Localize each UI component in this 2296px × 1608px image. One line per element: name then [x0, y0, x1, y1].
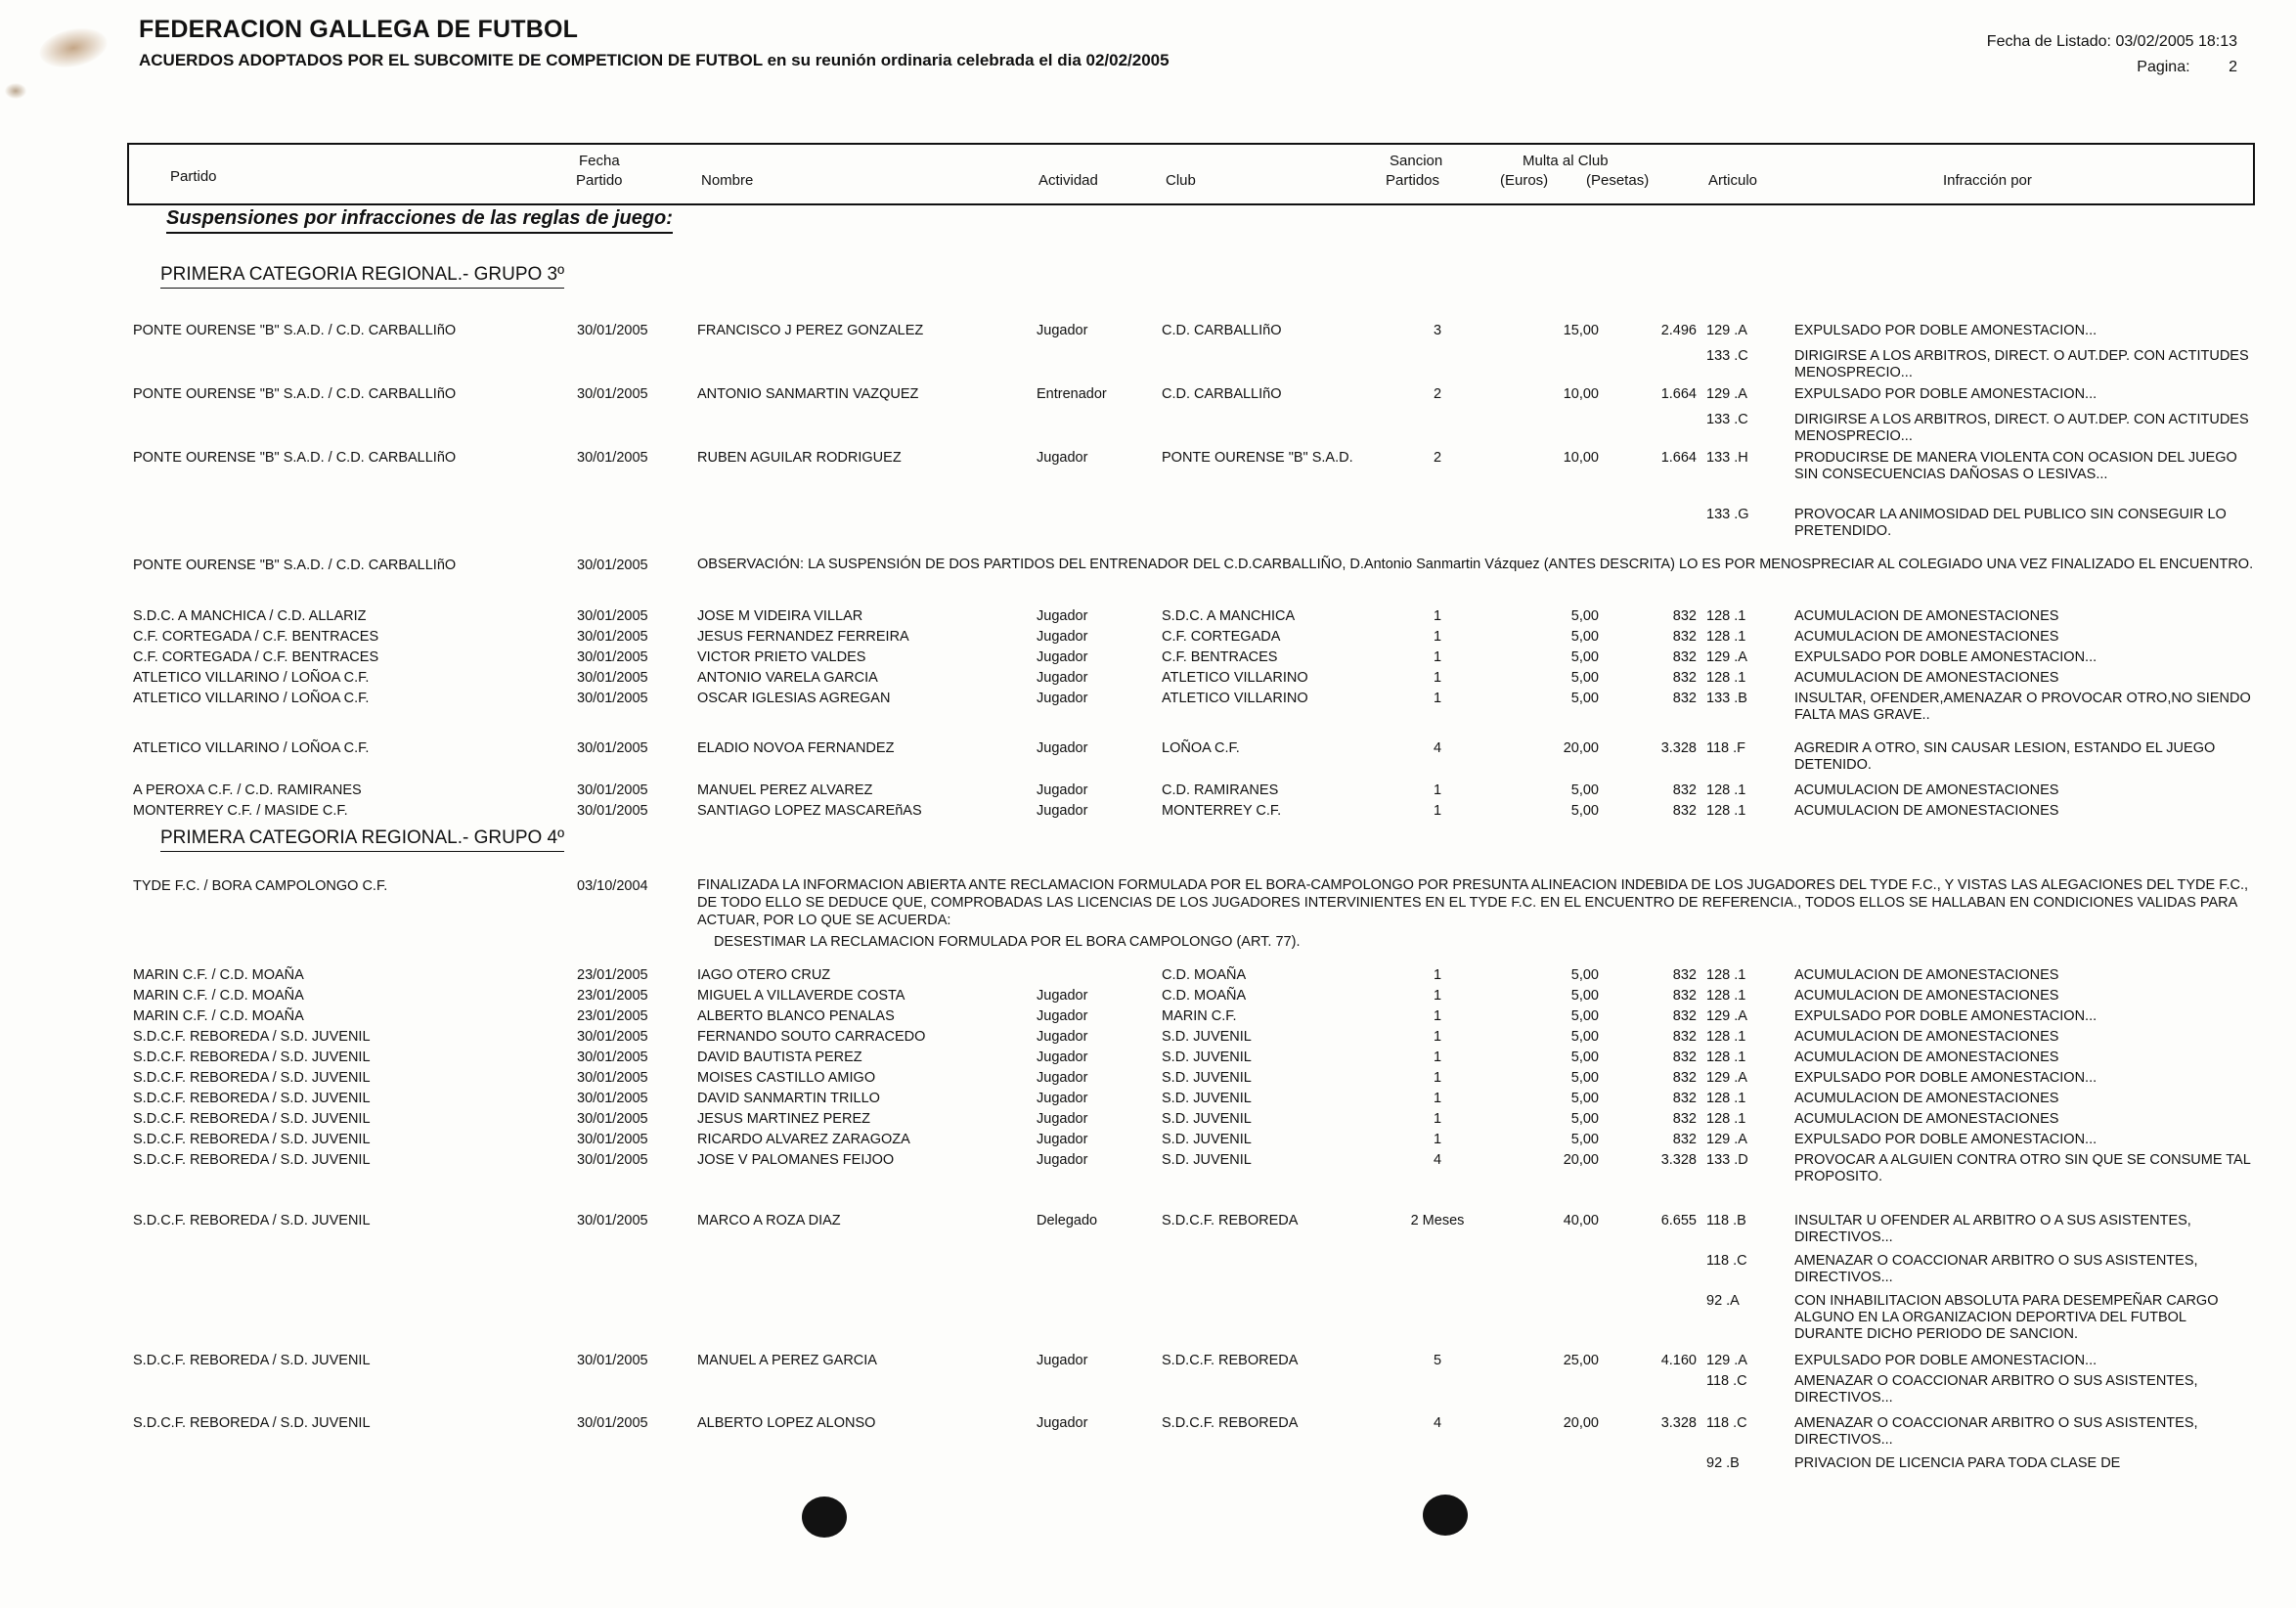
cell-articulo: 129 .A	[1706, 1008, 1747, 1024]
cell-club: MARIN C.F.	[1162, 1008, 1237, 1024]
cell-articulo: 128 .1	[1706, 629, 1746, 645]
cell-euros: 5,00	[1570, 649, 1599, 665]
col-header-sancion-2: Partidos	[1386, 172, 1440, 189]
scan-smudge-icon	[36, 22, 110, 73]
cell-fecha: 23/01/2005	[577, 967, 648, 983]
cell-partido: MARIN C.F. / C.D. MOAÑA	[133, 988, 304, 1004]
cell-nombre: OSCAR IGLESIAS AGREGAN	[697, 691, 891, 706]
cell-pesetas: 832	[1672, 1050, 1697, 1065]
cell-infraccion: ACUMULACION DE AMONESTACIONES	[1794, 629, 2059, 645]
cell-actividad: Jugador	[1037, 1091, 1088, 1106]
cell-pesetas: 3.328	[1660, 1152, 1697, 1168]
col-header-euros: (Euros)	[1500, 172, 1549, 189]
cell-fecha: 30/01/2005	[577, 782, 648, 798]
cell-euros: 5,00	[1570, 1132, 1599, 1147]
cell-nombre: DAVID SANMARTIN TRILLO	[697, 1091, 880, 1106]
table-header-box	[127, 143, 2255, 205]
col-header-club: Club	[1166, 172, 1196, 189]
cell-fecha: 30/01/2005	[577, 608, 648, 624]
cell-articulo: 118 .C	[1706, 1373, 1747, 1389]
cell-fecha: 30/01/2005	[577, 1091, 648, 1106]
cell-infraccion: INSULTAR, OFENDER,AMENAZAR O PROVOCAR OTRO,NO SIENDO FALTA MAS GRAVE..	[1794, 691, 2251, 723]
cell-sancion: 1	[1433, 670, 1442, 686]
cell-sancion: 1	[1433, 988, 1442, 1004]
scan-blob-left-icon	[802, 1496, 847, 1538]
page-indicator	[2137, 59, 2237, 76]
cell-sancion: 1	[1433, 782, 1442, 798]
cell-fecha: 23/01/2005	[577, 1008, 648, 1024]
cell-infraccion: ACUMULACION DE AMONESTACIONES	[1794, 670, 2059, 686]
cell-fecha: 30/01/2005	[577, 1213, 648, 1228]
cell-club: S.D. JUVENIL	[1162, 1091, 1252, 1106]
col-header-infraccion: Infracción por	[1943, 172, 2032, 189]
cell-infraccion: ACUMULACION DE AMONESTACIONES	[1794, 988, 2059, 1004]
cell-nombre: RUBEN AGUILAR RODRIGUEZ	[697, 450, 902, 466]
cell-partido: S.D.C.F. REBOREDA / S.D. JUVENIL	[133, 1213, 371, 1228]
cell-partido: ATLETICO VILLARINO / LOÑOA C.F.	[133, 670, 370, 686]
cell-club: ATLETICO VILLARINO	[1162, 691, 1308, 706]
cell-pesetas: 832	[1672, 649, 1697, 665]
cell-sancion: 1	[1433, 1050, 1442, 1065]
cell-articulo: 118 .C	[1706, 1415, 1747, 1431]
cell-euros: 5,00	[1570, 1050, 1599, 1065]
cell-articulo: 128 .1	[1706, 988, 1746, 1004]
cell-nombre: SANTIAGO LOPEZ MASCAREñAS	[697, 803, 922, 819]
cell-articulo: 118 .B	[1706, 1213, 1746, 1228]
cell-pesetas: 832	[1672, 1070, 1697, 1086]
cell-infraccion: ACUMULACION DE AMONESTACIONES	[1794, 803, 2059, 819]
cell-nombre: JOSE V PALOMANES FEIJOO	[697, 1152, 895, 1168]
cell-sancion: 2 Meses	[1410, 1213, 1465, 1228]
cell-fecha: 30/01/2005	[577, 740, 648, 756]
cell-articulo: 133 .H	[1706, 450, 1748, 466]
cell-actividad: Jugador	[1037, 450, 1088, 466]
cell-sancion: 4	[1433, 1152, 1442, 1168]
cell-sancion: 1	[1433, 1070, 1442, 1086]
cell-infraccion: PROVOCAR LA ANIMOSIDAD DEL PUBLICO SIN CONSEGUIR LO PRETENDIDO.	[1794, 507, 2227, 539]
col-header-fecha-2: Partido	[576, 172, 623, 189]
cell-articulo: 118 .C	[1706, 1253, 1747, 1269]
cell-fecha: 30/01/2005	[577, 691, 648, 706]
cell-actividad: Jugador	[1037, 740, 1088, 756]
cell-pesetas: 832	[1672, 629, 1697, 645]
cell-articulo: 133 .C	[1706, 348, 1748, 364]
cell-euros: 5,00	[1570, 629, 1599, 645]
cell-nombre: VICTOR PRIETO VALDES	[697, 649, 866, 665]
cell-pesetas: 6.655	[1660, 1213, 1697, 1228]
cell-actividad: Jugador	[1037, 670, 1088, 686]
cell-nombre: MANUEL A PEREZ GARCIA	[697, 1353, 877, 1368]
cell-articulo: 129 .A	[1706, 386, 1747, 402]
cell-euros: 5,00	[1570, 691, 1599, 706]
cell-euros: 5,00	[1570, 1070, 1599, 1086]
col-header-nombre: Nombre	[701, 172, 754, 189]
cell-infraccion: AMENAZAR O COACCIONAR ARBITRO O SUS ASISTENTES, DIRECTIVOS...	[1794, 1253, 2198, 1285]
cell-partido: S.D.C.F. REBOREDA / S.D. JUVENIL	[133, 1111, 371, 1127]
cell-sancion: 1	[1433, 649, 1442, 665]
cell-actividad: Jugador	[1037, 1008, 1088, 1024]
cell-fecha: 30/01/2005	[577, 1132, 648, 1147]
cell-infraccion: PROVOCAR A ALGUIEN CONTRA OTRO SIN QUE SE CONSUME TAL PROPOSITO.	[1794, 1152, 2251, 1184]
cell-infraccion: ACUMULACION DE AMONESTACIONES	[1794, 1111, 2059, 1127]
page-label: Pagina:	[2137, 59, 2190, 75]
cell-partido: C.F. CORTEGADA / C.F. BENTRACES	[133, 649, 379, 665]
cell-partido: PONTE OURENSE "B" S.A.D. / C.D. CARBALLIñO	[133, 386, 457, 402]
cell-articulo: 128 .1	[1706, 670, 1746, 686]
cell-nombre: JOSE M VIDEIRA VILLAR	[697, 608, 863, 624]
cell-sancion: 1	[1433, 803, 1442, 819]
cell-actividad: Jugador	[1037, 608, 1088, 624]
cell-infraccion: INSULTAR U OFENDER AL ARBITRO O A SUS ASISTENTES, DIRECTIVOS...	[1794, 1213, 2191, 1245]
cell-partido: S.D.C.F. REBOREDA / S.D. JUVENIL	[133, 1091, 371, 1106]
cell-euros: 5,00	[1570, 1091, 1599, 1106]
cell-actividad: Jugador	[1037, 1050, 1088, 1065]
cell-fecha: 30/01/2005	[577, 323, 648, 338]
cell-nombre: FERNANDO SOUTO CARRACEDO	[697, 1029, 926, 1045]
cell-fecha: 30/01/2005	[577, 670, 648, 686]
cell-sancion: 2	[1433, 450, 1442, 466]
cell-infraccion: DIRIGIRSE A LOS ARBITROS, DIRECT. O AUT.DEP. CON ACTITUDES MENOSPRECIO...	[1794, 412, 2249, 444]
cell-nombre: ALBERTO BLANCO PENALAS	[697, 1008, 895, 1024]
cell-euros: 5,00	[1570, 1111, 1599, 1127]
cell-partido: S.D.C.F. REBOREDA / S.D. JUVENIL	[133, 1132, 371, 1147]
cell-nombre: ANTONIO SANMARTIN VAZQUEZ	[697, 386, 919, 402]
observation-text: OBSERVACIÓN: LA SUSPENSIÓN DE DOS PARTIDOS DEL ENTRENADOR DEL C.D.CARBALLIÑO, D.Antonio Sanmartin Vázquez (ANTES DESCRITA) LO ES POR MENOSPRECIAR AL COLEGIADO UNA VEZ FINALIZADO EL ENCUENTRO.	[697, 557, 2254, 572]
cell-fecha: 30/01/2005	[577, 803, 648, 819]
col-header-multa: Multa al Club	[1523, 153, 1609, 169]
page-number: 2	[2229, 59, 2237, 75]
cell-infraccion: ACUMULACION DE AMONESTACIONES	[1794, 782, 2059, 798]
cell-pesetas: 832	[1672, 608, 1697, 624]
cell-partido: S.D.C.F. REBOREDA / S.D. JUVENIL	[133, 1353, 371, 1368]
cell-pesetas: 832	[1672, 782, 1697, 798]
cell-pesetas: 3.328	[1660, 1415, 1697, 1431]
cell-actividad: Jugador	[1037, 1353, 1088, 1368]
cell-euros: 20,00	[1563, 1415, 1599, 1431]
cell-actividad: Jugador	[1037, 782, 1088, 798]
cell-infraccion: EXPULSADO POR DOBLE AMONESTACION...	[1794, 1353, 2097, 1368]
cell-nombre: MIGUEL A VILLAVERDE COSTA	[697, 988, 905, 1004]
cell-infraccion: EXPULSADO POR DOBLE AMONESTACION...	[1794, 386, 2097, 402]
cell-club: S.D.C.F. REBOREDA	[1162, 1213, 1299, 1228]
cell-nombre: RICARDO ALVAREZ ZARAGOZA	[697, 1132, 910, 1147]
cell-actividad: Jugador	[1037, 1029, 1088, 1045]
cell-articulo: 128 .1	[1706, 782, 1746, 798]
cell-articulo: 128 .1	[1706, 967, 1746, 983]
cell-articulo: 129 .A	[1706, 649, 1747, 665]
cell-partido: S.D.C.F. REBOREDA / S.D. JUVENIL	[133, 1050, 371, 1065]
cell-sancion: 1	[1433, 1111, 1442, 1127]
col-header-articulo: Articulo	[1708, 172, 1758, 189]
cell-articulo: 128 .1	[1706, 1111, 1746, 1127]
cell-club: PONTE OURENSE "B" S.A.D.	[1162, 450, 1353, 466]
cell-infraccion: EXPULSADO POR DOBLE AMONESTACION...	[1794, 1070, 2097, 1086]
cell-euros: 5,00	[1570, 608, 1599, 624]
col-header-partido: Partido	[170, 168, 217, 185]
cell-euros: 10,00	[1563, 450, 1599, 466]
cell-partido: PONTE OURENSE "B" S.A.D. / C.D. CARBALLIñO	[133, 323, 457, 338]
listing-date: Fecha de Listado: 03/02/2005 18:13	[1986, 33, 2237, 50]
cell-nombre: DAVID BAUTISTA PEREZ	[697, 1050, 862, 1065]
cell-infraccion: AMENAZAR O COACCIONAR ARBITRO O SUS ASISTENTES, DIRECTIVOS...	[1794, 1373, 2198, 1406]
cell-articulo: 133 .C	[1706, 412, 1748, 427]
cell-fecha: 30/01/2005	[577, 1111, 648, 1127]
cell-fecha: 30/01/2005	[577, 1415, 648, 1431]
cell-fecha: 30/01/2005	[577, 629, 648, 645]
cell-articulo: 128 .1	[1706, 1029, 1746, 1045]
cell-partido: MARIN C.F. / C.D. MOAÑA	[133, 1008, 304, 1024]
cell-club: C.D. CARBALLIñO	[1162, 323, 1282, 338]
cell-pesetas: 1.664	[1660, 386, 1697, 402]
cell-fecha: 30/01/2005	[577, 649, 648, 665]
cell-sancion: 1	[1433, 1091, 1442, 1106]
cell-sancion: 1	[1433, 1008, 1442, 1024]
cell-articulo: 128 .1	[1706, 1050, 1746, 1065]
cell-fecha: 03/10/2004	[577, 878, 648, 894]
cell-infraccion: PRIVACION DE LICENCIA PARA TODA CLASE DE	[1794, 1455, 2121, 1471]
cell-pesetas: 2.496	[1660, 323, 1697, 338]
cell-euros: 5,00	[1570, 670, 1599, 686]
cell-sancion: 1	[1433, 691, 1442, 706]
cell-infraccion: ACUMULACION DE AMONESTACIONES	[1794, 1050, 2059, 1065]
cell-partido: ATLETICO VILLARINO / LOÑOA C.F.	[133, 740, 370, 756]
cell-infraccion: AGREDIR A OTRO, SIN CAUSAR LESION, ESTANDO EL JUEGO DETENIDO.	[1794, 740, 2216, 773]
cell-sancion: 2	[1433, 386, 1442, 402]
cell-infraccion: ACUMULACION DE AMONESTACIONES	[1794, 967, 2059, 983]
cell-club: S.D. JUVENIL	[1162, 1070, 1252, 1086]
cell-club: C.D. RAMIRANES	[1162, 782, 1279, 798]
cell-pesetas: 832	[1672, 1111, 1697, 1127]
cell-nombre: ELADIO NOVOA FERNANDEZ	[697, 740, 895, 756]
cell-articulo: 129 .A	[1706, 323, 1747, 338]
cell-pesetas: 832	[1672, 691, 1697, 706]
cell-infraccion: ACUMULACION DE AMONESTACIONES	[1794, 608, 2059, 624]
cell-nombre: MARCO A ROZA DIAZ	[697, 1213, 841, 1228]
cell-infraccion: EXPULSADO POR DOBLE AMONESTACION...	[1794, 323, 2097, 338]
scan-speck-icon	[5, 83, 26, 99]
cell-pesetas: 832	[1672, 988, 1697, 1004]
cell-articulo: 92 .B	[1706, 1455, 1740, 1471]
section-title-suspensiones: Suspensiones por infracciones de las reglas de juego:	[166, 207, 673, 234]
cell-club: C.D. MOAÑA	[1162, 967, 1247, 983]
cell-sancion: 1	[1433, 629, 1442, 645]
cell-euros: 10,00	[1563, 386, 1599, 402]
cell-articulo: 133 .G	[1706, 507, 1749, 522]
cell-partido: S.D.C.F. REBOREDA / S.D. JUVENIL	[133, 1070, 371, 1086]
cell-club: S.D. JUVENIL	[1162, 1050, 1252, 1065]
cell-articulo: 129 .A	[1706, 1353, 1747, 1368]
cell-articulo: 118 .F	[1706, 740, 1746, 756]
cell-partido: MONTERREY C.F. / MASIDE C.F.	[133, 803, 348, 819]
cell-fecha: 30/01/2005	[577, 450, 648, 466]
cell-infraccion: PRODUCIRSE DE MANERA VIOLENTA CON OCASION DEL JUEGO SIN CONSECUENCIAS DAÑOSAS O LESIVAS...	[1794, 450, 2237, 482]
cell-partido: S.D.C. A MANCHICA / C.D. ALLARIZ	[133, 608, 367, 624]
col-header-pesetas: (Pesetas)	[1586, 172, 1650, 189]
col-header-actividad: Actividad	[1038, 172, 1098, 189]
cell-club: S.D. JUVENIL	[1162, 1111, 1252, 1127]
cell-partido: C.F. CORTEGADA / C.F. BENTRACES	[133, 629, 379, 645]
cell-partido: MARIN C.F. / C.D. MOAÑA	[133, 967, 304, 983]
cell-infraccion: DIRIGIRSE A LOS ARBITROS, DIRECT. O AUT.DEP. CON ACTITUDES MENOSPRECIO...	[1794, 348, 2249, 380]
cell-partido: S.D.C.F. REBOREDA / S.D. JUVENIL	[133, 1415, 371, 1431]
cell-actividad: Jugador	[1037, 1132, 1088, 1147]
cell-articulo: 128 .1	[1706, 608, 1746, 624]
cell-euros: 5,00	[1570, 782, 1599, 798]
cell-sancion: 1	[1433, 1132, 1442, 1147]
cell-sancion: 1	[1433, 967, 1442, 983]
resolution-text: FINALIZADA LA INFORMACION ABIERTA ANTE RECLAMACION FORMULADA POR EL BORA-CAMPOLONGO POR PRESUNTA ALINEACION INDEBIDA DE LOS JUGADORES DEL TYDE F.C., Y VISTAS LAS ALEGACIONES DEL TYDE F.C., DE TODO ELLO SE DEDUCE QUE, COMPROBADAS LAS LICENCIAS DE LOS JUGADORES INTERVINIENTES EN EL TYDE F.C. EN EL ENCUENTRO DE REFERENCIA., TODOS ELLOS SE HALLABAN EN CONDICIONES VALIDAS PARA ACTUAR, POR LO QUE SE ACUERDA:	[697, 877, 2249, 928]
cell-articulo: 128 .1	[1706, 803, 1746, 819]
cell-actividad: Jugador	[1037, 988, 1088, 1004]
cell-infraccion: EXPULSADO POR DOBLE AMONESTACION...	[1794, 649, 2097, 665]
cell-partido: A PEROXA C.F. / C.D. RAMIRANES	[133, 782, 362, 798]
cell-club: S.D. JUVENIL	[1162, 1152, 1252, 1168]
cell-sancion: 3	[1433, 323, 1442, 338]
cell-infraccion: EXPULSADO POR DOBLE AMONESTACION...	[1794, 1132, 2097, 1147]
cell-fecha: 30/01/2005	[577, 1152, 648, 1168]
cell-actividad: Jugador	[1037, 323, 1088, 338]
cell-fecha: 30/01/2005	[577, 1029, 648, 1045]
cell-infraccion: CON INHABILITACION ABSOLUTA PARA DESEMPEÑAR CARGO ALGUNO EN LA ORGANIZACION DEPORTIVA DEL FUTBOL DURANTE DICHO PERIODO DE SANCION.	[1794, 1293, 2219, 1342]
cell-nombre: MOISES CASTILLO AMIGO	[697, 1070, 876, 1086]
cell-infraccion: ACUMULACION DE AMONESTACIONES	[1794, 1091, 2059, 1106]
cell-sancion: 5	[1433, 1353, 1442, 1368]
cell-articulo: 129 .A	[1706, 1132, 1747, 1147]
cell-club: C.F. CORTEGADA	[1162, 629, 1281, 645]
cell-club: LOÑOA C.F.	[1162, 740, 1240, 756]
cell-nombre: ANTONIO VARELA GARCIA	[697, 670, 878, 686]
cell-partido: S.D.C.F. REBOREDA / S.D. JUVENIL	[133, 1152, 371, 1168]
cell-articulo: 133 .D	[1706, 1152, 1748, 1168]
cell-partido: S.D.C.F. REBOREDA / S.D. JUVENIL	[133, 1029, 371, 1045]
cell-nombre: FRANCISCO J PEREZ GONZALEZ	[697, 323, 924, 338]
cell-sancion: 4	[1433, 1415, 1442, 1431]
cell-pesetas: 832	[1672, 1132, 1697, 1147]
cell-sancion: 1	[1433, 1029, 1442, 1045]
cell-actividad: Jugador	[1037, 1070, 1088, 1086]
cell-club: ATLETICO VILLARINO	[1162, 670, 1308, 686]
cell-fecha: 30/01/2005	[577, 1353, 648, 1368]
cell-articulo: 92 .A	[1706, 1293, 1740, 1309]
cell-nombre: MANUEL PEREZ ALVAREZ	[697, 782, 873, 798]
cell-actividad: Jugador	[1037, 803, 1088, 819]
cell-club: S.D.C.F. REBOREDA	[1162, 1415, 1299, 1431]
cell-fecha: 30/01/2005	[577, 558, 648, 573]
cell-nombre: JESUS FERNANDEZ FERREIRA	[697, 629, 909, 645]
federation-title: FEDERACION GALLEGA DE FUTBOL	[139, 16, 579, 43]
cell-club: C.D. CARBALLIñO	[1162, 386, 1282, 402]
cell-actividad: Delegado	[1037, 1213, 1098, 1228]
cell-euros: 5,00	[1570, 988, 1599, 1004]
cell-actividad: Jugador	[1037, 1152, 1088, 1168]
cell-club: S.D.C.F. REBOREDA	[1162, 1353, 1299, 1368]
cell-euros: 40,00	[1563, 1213, 1599, 1228]
cell-sancion: 4	[1433, 740, 1442, 756]
cell-pesetas: 832	[1672, 1091, 1697, 1106]
cell-euros: 5,00	[1570, 967, 1599, 983]
cell-actividad: Jugador	[1037, 1415, 1088, 1431]
cell-club: S.D. JUVENIL	[1162, 1132, 1252, 1147]
scan-blob-right-icon	[1423, 1495, 1468, 1536]
cell-pesetas: 1.664	[1660, 450, 1697, 466]
cell-partido: ATLETICO VILLARINO / LOÑOA C.F.	[133, 691, 370, 706]
cell-pesetas: 832	[1672, 1008, 1697, 1024]
cell-infraccion: AMENAZAR O COACCIONAR ARBITRO O SUS ASISTENTES, DIRECTIVOS...	[1794, 1415, 2198, 1448]
cell-infraccion: EXPULSADO POR DOBLE AMONESTACION...	[1794, 1008, 2097, 1024]
cell-club: C.F. BENTRACES	[1162, 649, 1278, 665]
cell-euros: 5,00	[1570, 1029, 1599, 1045]
cell-euros: 25,00	[1563, 1353, 1599, 1368]
cell-actividad: Jugador	[1037, 629, 1088, 645]
cell-actividad: Jugador	[1037, 691, 1088, 706]
cell-articulo: 129 .A	[1706, 1070, 1747, 1086]
cell-pesetas: 832	[1672, 803, 1697, 819]
cell-actividad: Jugador	[1037, 1111, 1088, 1127]
cell-fecha: 30/01/2005	[577, 1070, 648, 1086]
cell-pesetas: 832	[1672, 967, 1697, 983]
cell-partido: PONTE OURENSE "B" S.A.D. / C.D. CARBALLIñO	[133, 450, 457, 466]
col-header-sancion-1: Sancion	[1390, 153, 1443, 169]
resolution-text-2: DESESTIMAR LA RECLAMACION FORMULADA POR EL BORA CAMPOLONGO (ART. 77).	[714, 934, 1301, 950]
cell-nombre: IAGO OTERO CRUZ	[697, 967, 831, 983]
cell-sancion: 1	[1433, 608, 1442, 624]
document-subtitle: ACUERDOS ADOPTADOS POR EL SUBCOMITE DE COMPETICION DE FUTBOL en su reunión ordinaria celebrada el dia 02/02/2005	[139, 51, 1170, 69]
cell-euros: 15,00	[1563, 323, 1599, 338]
cell-euros: 20,00	[1563, 740, 1599, 756]
cell-euros: 5,00	[1570, 1008, 1599, 1024]
cell-fecha: 23/01/2005	[577, 988, 648, 1004]
cell-articulo: 133 .B	[1706, 691, 1747, 706]
cell-pesetas: 832	[1672, 670, 1697, 686]
cell-fecha: 30/01/2005	[577, 386, 648, 402]
cell-nombre: ALBERTO LOPEZ ALONSO	[697, 1415, 876, 1431]
cell-nombre: JESUS MARTINEZ PEREZ	[697, 1111, 870, 1127]
cell-partido: TYDE F.C. / BORA CAMPOLONGO C.F.	[133, 878, 388, 894]
cell-club: MONTERREY C.F.	[1162, 803, 1282, 819]
col-header-fecha-1: Fecha	[579, 153, 620, 169]
cell-actividad: Entrenador	[1037, 386, 1107, 402]
cell-club: S.D. JUVENIL	[1162, 1029, 1252, 1045]
cell-pesetas: 832	[1672, 1029, 1697, 1045]
cell-pesetas: 4.160	[1660, 1353, 1697, 1368]
cell-actividad: Jugador	[1037, 649, 1088, 665]
cell-infraccion: ACUMULACION DE AMONESTACIONES	[1794, 1029, 2059, 1045]
cell-euros: 5,00	[1570, 803, 1599, 819]
cell-club: S.D.C. A MANCHICA	[1162, 608, 1296, 624]
cell-articulo: 128 .1	[1706, 1091, 1746, 1106]
cell-fecha: 30/01/2005	[577, 1050, 648, 1065]
category-title-grupo3: PRIMERA CATEGORIA REGIONAL.- GRUPO 3º	[160, 264, 564, 289]
cell-euros: 20,00	[1563, 1152, 1599, 1168]
category-title-grupo4: PRIMERA CATEGORIA REGIONAL.- GRUPO 4º	[160, 827, 564, 852]
cell-club: C.D. MOAÑA	[1162, 988, 1247, 1004]
cell-partido: PONTE OURENSE "B" S.A.D. / C.D. CARBALLIñO	[133, 558, 457, 573]
cell-pesetas: 3.328	[1660, 740, 1697, 756]
